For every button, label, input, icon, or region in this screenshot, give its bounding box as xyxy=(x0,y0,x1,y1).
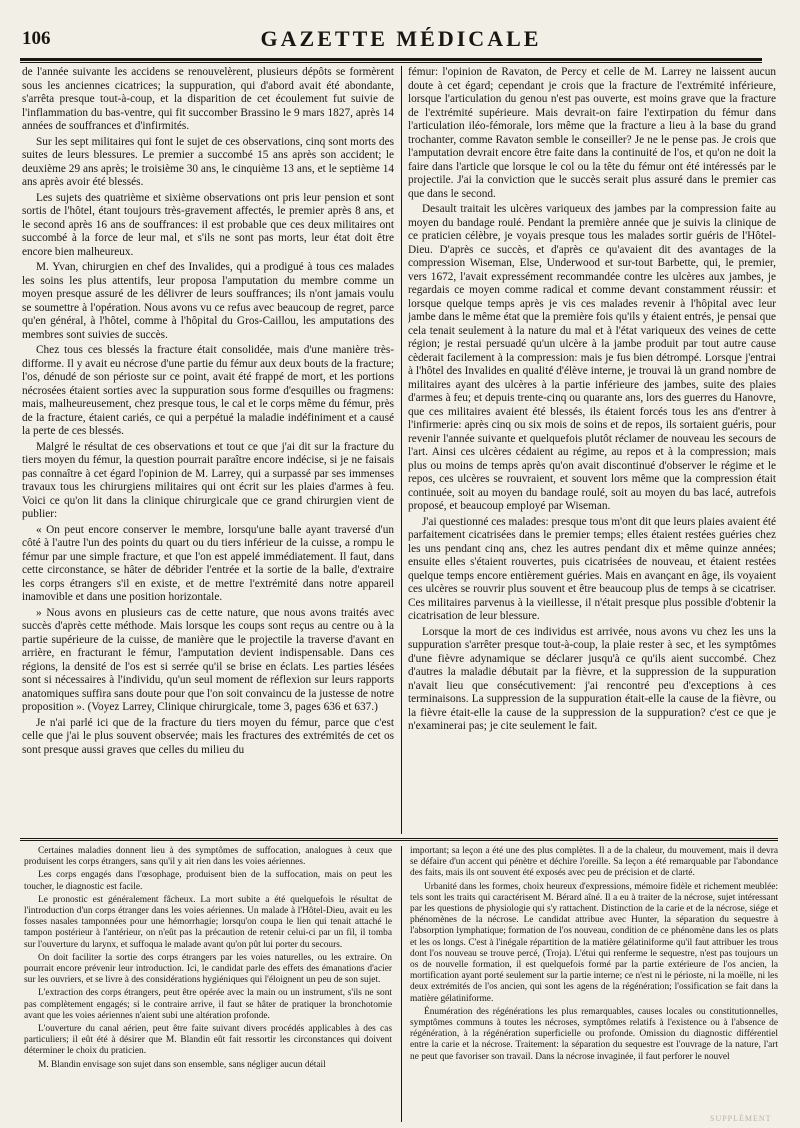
paragraph: Énumération des régénérations les plus remarquables, causes locales ou constitutionnelles, symptômes communs à toutes les nécroses, symptômes relatifs à l'existence ou à l'absence de régénération, à la régénération superficielle ou profonde. Omission du diagnostic différentiel entre la carie et la nécrose. Traitement: la séparation du sequestre est l'ouvrage de la nature, l'art ne peut que favoriser son travail. Dans la nécrose invaginée, il faut perforer le nouvel xyxy=(410,1006,778,1062)
paragraph: L'ouverture du canal aérien, peut être faite suivant divers procédés applicables à des cas particuliers; il eût été à désirer que M. Blandin eût fait ressortir les circonstances qui doivent déterminer le choix du praticien. xyxy=(24,1024,392,1057)
column-divider xyxy=(401,66,402,834)
paragraph: Desault traitait les ulcères variqueux des jambes par la compression faite au moyen du bandage roulé. Pendant la première année que je suivis la clinique de ce praticien célèbre, je voyais presque tous les malades sortir guéris de l'Hôtel-Dieu. D'après ce succès, et d'après ce qu'avaient dit des avantages de la compression Wiseman, Else, Underwood et sur-tout Barbette, qui, le premier, vers 1672, l'avait expressément recommandée contre les ulcères aux jambes, je regardais ce moyen comme radical et comme devant constamment réussir: et lorsque quelque temps après je vis ces malades revenir à l'hôpital avec leur jambe dans le même état que la première fois qu'ils y étaient entrés, je pensai que cela tenait seulement à la nature du mal et à l'état variqueux des veines de cette région; je restai persuadé qu'un ulcère à la jambe produit par tout autre cause cèderait facilement à la compression: mais je fus bien détrompé. Lorsque j'entrai à l'hôtel des Invalides en qualité d'élève interne, je trouvai là un grand nombre de militaires ayant des ulcères à la partie inférieure des jambes, suite des plaies d'armes à feu; et depuis trente-cinq ou quarante ans, lors des guerres du Hanovre, que ces militaires avaient été blessés, ils étaient forcés tous les ans d'entrer à l'infirmerie: après cinq ou six mois de soins et de repos, ils sortaient guéris, pour revenir l'année suivante et quelquefois plutôt réclamer de nouveau les secours de l'art. Ainsi ces ulcères cédaient au régime, au repos et à la compression; mais plus ou moins de temps après qu'on avait discontinué d'observer le régime et le repos, ces ulcères se rouvraient, et souvent lors même que la compression était continuée, soit au moyen du bandage roulé, soit au moyen du bas lacé, autrefois proposé, et beaucoup employé par Wiseman. xyxy=(408,203,776,512)
paragraph: L'extraction des corps étrangers, peut être opérée avec la main ou un instrument, s'ils ne sont pas complètement engagés; si le contraire arrive, il faut se hâter de pratiquer la bronchotomie avant que les voies aériennes n'aient subi une altération profonde. xyxy=(24,988,392,1021)
quote-paragraph: « On peut encore conserver le membre, lorsqu'une balle ayant traversé d'un côté à l'autre l'un des points du quart ou du tiers inférieur de la cuisse, a rompu le fémur par une simple fracture, et que l'on est appelé immédiatement. Il faut, dans cette circonstance, se hâter de débrider l'entrée et la sortie de la balle, d'extraire les corps étrangers s'il en existe, et de mettre l'extrémité dans notre appareil inamovible et dans une position horizontale. xyxy=(22,523,394,603)
lower-right-column xyxy=(410,846,778,1122)
paragraph: Je n'ai parlé ici que de la fracture du tiers moyen du fémur, parce que c'est celle que j'ai le plus souvent observée; mais les fractures des extrémités de cet os sont presque aussi graves que celles du milieu du xyxy=(22,716,394,756)
page-header xyxy=(20,22,782,62)
journal-title: GAZETTE MÉDICALE xyxy=(260,26,542,51)
paragraph: Chez tous ces blessés la fracture était consolidée, mais d'une manière très-difforme. Il y avait eu nécrose d'une partie du fémur aux deux bouts de la fracture; l'os, dénudé de son périoste sur ce point, avait été frappé de mort, et les portions nécrosées étaient sorties avec la suppuration sous forme d'esquilles ou fragmens: mais, malheureusement, chez presque tous, le cal et le corps même du fémur, près de la fracture, étaient cariés, ce qui a perpétué la maladie indéfiniment et a causé la perte de ces blessés. xyxy=(22,344,394,437)
paragraph: Malgré le résultat de ces observations et tout ce que j'ai dit sur la fracture du tiers moyen du fémur, la question pourrait paraître encore indécise, si je ne faisais pas connaître à cet égard l'opinion de M. Larrey, qui a surpassé par ses immenses travaux tous les chirurgiens militaires qui ont écrit sur les plaies d'armes à feu. Voici ce qu'on lit dans la clinique chirurgicale que ce grand chirurgien vient de publier: xyxy=(22,440,394,520)
paragraph: J'ai questionné ces malades: presque tous m'ont dit que leurs plaies avaient été parfaitement cicatrisées dans le premier temps; elles étaient restées guéries chez les uns pendant cinq ans, chez les autres pendant dix et même quinze années; ensuite elles s'étaient rouvertes, puis cicatrisées de nouveau, et étaient restées quelque temps encore entièrement guéries. Mais en avançant en âge, ils voyaient ces ulcères se rouvrir plus souvent et être beaucoup plus de temps à se cicatriser. Ces militaires parvenus à la vieillesse, il n'était presque plus possible d'obtenir la cicatrisation de leur blessure. xyxy=(408,515,776,622)
header-rule-thin xyxy=(20,62,762,63)
paragraph: On doit faciliter la sortie des corps étrangers par les voies naturelles, ou les extraire. On pourrait encore prévenir leur introduction. Ici, le candidat parle des effets des émanations d'acier sur les ouvriers, et se livre à des considérations hygiéniques qui l'éloignent un peu de son sujet. xyxy=(24,952,392,986)
paragraph: fémur: l'opinion de Ravaton, de Percy et celle de M. Larrey ne laissent aucun doute à cet égard; cependant je crois que la fracture de l'extrémité inférieure, lorsque l'articulation du genou n'est pas ouverte, est moins grave que la fracture de l'extrémité supérieure. Mais devrait-on faire l'extirpation du fémur dans l'articulation iléo-fémorale, lors même que la fracture a lieu à la base du grand trochanter, comme Ravaton semble le conseiller? Je ne le pense pas. Je crois que l'amputation devrait encore être faite dans la continuité de l'os, et qu'on ne doit la faire dans l'article que lorsque le col ou la tête du fémur ont été intéressés par le projectile. J'ai la conviction que le succès serait plus assuré dans le premier cas que dans le second. xyxy=(408,66,776,200)
paragraph: M. Yvan, chirurgien en chef des Invalides, qui a prodigué à tous ces malades les soins les plus attentifs, leur proposa l'amputation du membre comme un moyen presque assuré de les délivrer de leurs souffrances; ils n'ont jamais voulu se soumettre à l'opération. Nous avons vu ce refus avec beaucoup de regret, parce qu'en général, à l'hôtel, comme à l'hôpital du Gros-Caillou, les amputations des membres sont suivies de succès. xyxy=(22,261,394,341)
paragraph: de l'année suivante les accidens se renouvelèrent, plusieurs dépôts se formèrent sous les anciennes cicatrices; la suppuration, qui d'abord avait été abondante, s'arrêta presque tout-à-coup, et la disparition de cet écoulement fut suivie de l'inflammation du bas-ventre, qui fit succomber Brassino le 9 mars 1827, après 14 années de souffrances et d'infirmités. xyxy=(22,66,394,132)
column-divider-lower xyxy=(401,846,402,1122)
paragraph: Les sujets des quatrième et sixième observations ont pris leur pension et sont sortis de l'hôtel, étant toujours très-gravement affectés, le premier après 8 ans, et le second après 16 ans de souffrances: il est probable que ces deux militaires ont succombé à la force de leur mal, et s'ils ne sont pas morts, leur état doit être encore bien malheureux. xyxy=(22,191,394,258)
upper-left-column xyxy=(22,66,394,834)
stamp-mark: SUPPLÉMENT xyxy=(710,1114,772,1123)
paragraph: important; sa leçon a été une des plus complètes. Il a de la chaleur, du mouvement, mais il devra se défaire d'un accent qui pénètre et déchire l'oreille. Sa leçon a été remarquable par l'abondance des faits, mais ils ont souvent été exposés avec peu de précision et de clarté. xyxy=(410,846,778,879)
upper-right-column xyxy=(408,66,776,834)
paragraph: Sur les sept militaires qui font le sujet de ces observations, cinq sont morts des suites de leurs blessures. Le premier a succombé 15 ans après son accident; le deuxième 29 ans après; le troisième 30 ans, le cinquième 13 ans, et le septième 14 ans après avoir été blessés. xyxy=(22,135,394,188)
section-rule xyxy=(20,838,778,839)
paragraph: Le pronostic est généralement fâcheux. La mort subite a été quelquefois le résultat de l'introduction d'un corps étranger dans les voies aériennes. Un malade à l'Hôtel-Dieu, avait eu les fosses nasales tamponnées pour une hémorrhagie; lorsqu'on coupa le lien qui tenait attaché le tampon postérieur à l'antérieur, on n'eût pas la précaution de retenir celui-ci par un fil, il tomba sur l'ouverture du larynx, et suffoqua le malade avant qu'on pût lui porter du secours. xyxy=(24,894,392,950)
section-rule-thin xyxy=(20,840,778,841)
paragraph: Lorsque la mort de ces individus est arrivée, nous avons vu chez les uns la suppuration s'arrêter presque tout-à-coup, la plaie rester à sec, et les symptômes d'une fièvre adynamique se déclarer jusqu'à ce qu'ils aient succombé. Chez d'autres la maladie débutait par la fièvre, et la suppression de la suppuration n'avait lieu que consécutivement: j'ai rencontré peu d'exceptions à ces terminaisons. La suppression de la suppuration était-elle la cause de la fièvre, ou la fièvre était-elle la cause de la suppression de la suppuration? c'est ce que je n'examinerai pas; je cite seulement le fait. xyxy=(408,625,776,732)
page-number: 106 xyxy=(22,28,51,49)
header-rule xyxy=(20,58,762,61)
paragraph: M. Blandin envisage son sujet dans son ensemble, sans négliger aucun détail xyxy=(38,1059,326,1070)
lower-left-column xyxy=(24,846,392,1122)
quote-paragraph: » Nous avons en plusieurs cas de cette nature, que nous avons traités avec succès d'après cette méthode. Mais lorsque les coups sont reçus au centre ou à la partie supérieure de la cuisse, de manière que le projectile la traverse d'avant en arrière, en fracturant le fémur, l'amputation devient indispensable. Dans ces régions, la densité de l'os est si serrée qu'il se brise en éclats. Les parties lésées sont si nécessaires à l'individu, qu'un seul moment de réflexion sur leurs rapports anatomiques suffira sans doute pour que l'on soit convaincu de la justesse de notre proposition ». (Voyez Larrey, Clinique chirurgicale, tome 3, pages 636 et 637.) xyxy=(22,606,394,713)
paragraph: Urbanité dans les formes, choix heureux d'expressions, mémoire fidèle et richement meublée: tels sont les traits qui caractérisent M. Bérard aîné. Il a eu à traiter de la nécrose, sujet intéressant par les questions de physiologie qui s'y rattachent. Distinction de la carie et de la nécrose, siége et phénomènes de la nécrose. Le candidat attribue avec Hunter, la séparation du sequestre à l'absorption lymphatique; formation de l'os nouveau, condition de ce phénomène dans les os plats et les os longs. C'est à l'inégale répartition de la matière gélatiniforme qu'il faut attribuer les trous dont l'os nouveau se trouve percé, (Troja). L'étui qui renferme le sequestre, n'est pas toujours un os de nouvelle formation, il est quelquefois formé par la partie extérieure de l'os ancien, la mortification ayant porté seulement sur la partie interne; ce n'est ni le périoste, ni la moëlle, ni les deux extrémités de l'os ancien, qui sont les agens de la régénération; l'ossification se fait dans la matière gélatiniforme. xyxy=(410,881,778,1004)
paragraph: Certaines maladies donnent lieu à des symptômes de suffocation, analogues à ceux que produisent les corps étrangers, sans qu'il y ait rien dans les voies aériennes. xyxy=(24,846,392,868)
paragraph: Les corps engagés dans l'œsophage, produisent bien de la suffocation, mais on peut les toucher, le diagnostic est facile. xyxy=(24,870,392,892)
